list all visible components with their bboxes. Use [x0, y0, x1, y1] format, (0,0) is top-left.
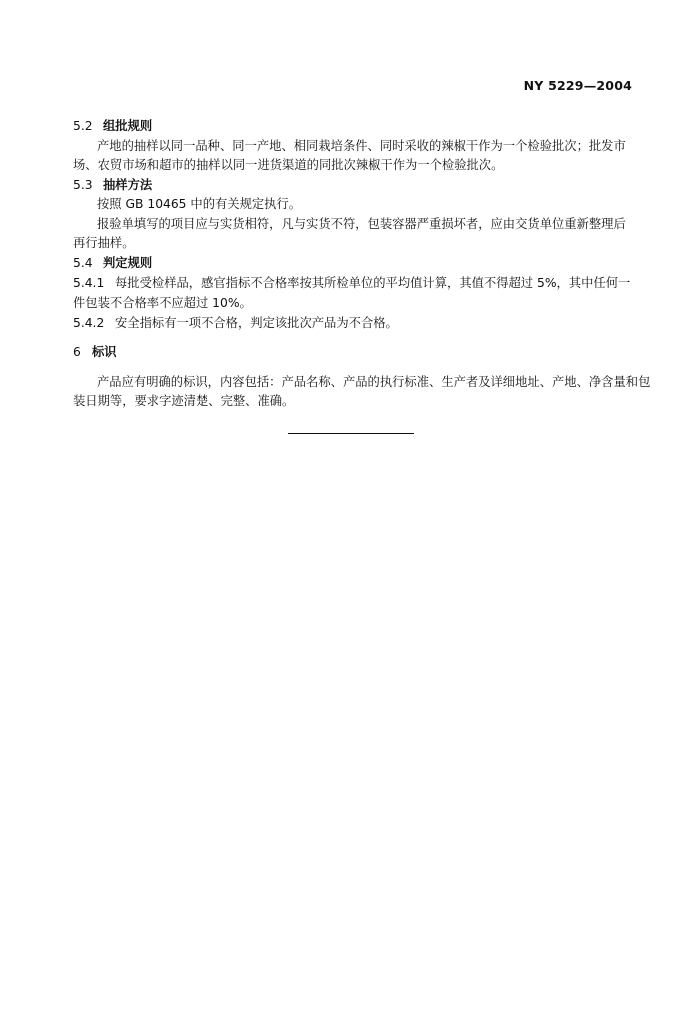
section-5-3-para-1: 按照 GB 10465 中的有关规定执行。	[97, 197, 302, 211]
section-5-4-1-line-2: 件包装不合格率不应超过 10%。	[73, 296, 252, 310]
section-5-2-line-2: 场、农贸市场和超市的抽样以同一进货渠道的同批次辣椒干作为一个检验批次。	[73, 158, 504, 172]
section-title: 标识	[92, 345, 117, 359]
section-5-4-heading	[73, 255, 633, 271]
section-5-3-para-2-line-2: 再行抽样。	[73, 236, 135, 250]
section-5-4-1-line-1	[73, 275, 633, 291]
section-6-line-1: 产品应有明确的标识，内容包括：产品名称、产品的执行标准、生产者及详细地址、产地、净含量和包	[97, 375, 651, 389]
section-title: 组批规则	[103, 119, 153, 133]
section-number: 5.4.2	[73, 316, 105, 330]
section-5-2-heading	[73, 118, 633, 134]
section-title: 判定规则	[103, 256, 153, 270]
section-number: 5.3	[73, 178, 93, 192]
section-text: 每批受检样品，感官指标不合格率按其所检单位的平均值计算，其值不得超过 5%，其中任何一	[115, 276, 631, 290]
standard-code: NY 5229—2004	[523, 78, 632, 93]
section-6-line-2: 装日期等，要求字迹清楚、完整、准确。	[73, 394, 295, 408]
section-text: 安全指标有一项不合格，判定该批次产品为不合格。	[115, 316, 398, 330]
section-5-4-2	[73, 315, 633, 331]
section-number: 5.4	[73, 256, 93, 270]
end-rule	[288, 433, 414, 434]
section-number: 6	[73, 345, 81, 359]
section-number: 5.4.1	[73, 276, 105, 290]
section-5-3-para-2-line-1: 报验单填写的项目应与实货相符，凡与实货不符，包装容器严重损坏者，应由交货单位重新整理后	[97, 217, 626, 231]
section-6-heading	[73, 344, 633, 360]
section-title: 抽样方法	[103, 178, 153, 192]
section-number: 5.2	[73, 119, 93, 133]
section-5-3-heading	[73, 177, 633, 193]
section-5-2-line-1: 产地的抽样以同一品种、同一产地、相同栽培条件、同时采收的辣椒干作为一个检验批次；批发市	[97, 139, 626, 153]
